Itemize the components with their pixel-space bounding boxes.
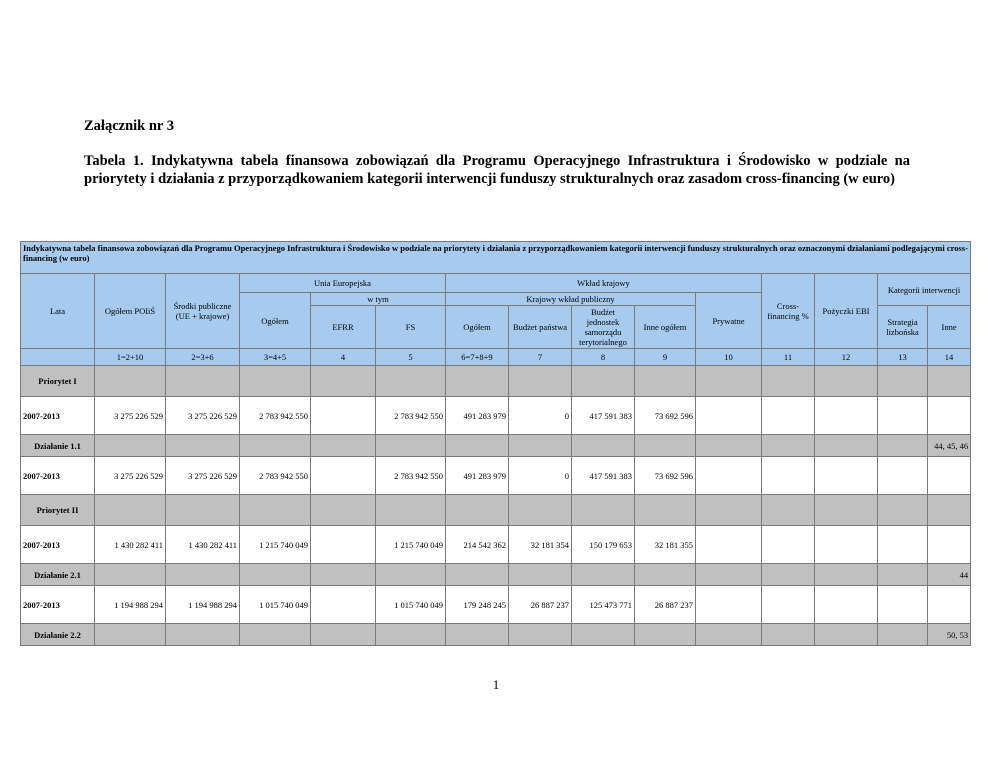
table-cell xyxy=(95,624,166,646)
annex-label: Załącznik nr 3 xyxy=(84,118,174,134)
table-cell xyxy=(815,495,878,526)
table-cell xyxy=(509,495,572,526)
table-cell: 2 783 942 550 xyxy=(376,397,446,435)
column-number: 12 xyxy=(815,349,878,366)
table-row xyxy=(21,586,971,624)
table-cell xyxy=(762,526,815,564)
table-cell: 1 015 740 049 xyxy=(376,586,446,624)
table-cell xyxy=(166,435,240,457)
table-cell: 1 194 988 294 xyxy=(95,586,166,624)
table-cell: 3 275 226 529 xyxy=(166,397,240,435)
header-prywatne: Prywatne xyxy=(696,293,762,349)
table-cell xyxy=(696,457,762,495)
table-cell xyxy=(376,624,446,646)
action-label: Działanie 2.2 xyxy=(21,624,95,646)
table-cell xyxy=(878,624,928,646)
table-cell: 2 783 942 550 xyxy=(240,397,311,435)
category-codes: 50, 53 xyxy=(928,624,971,646)
table-cell xyxy=(928,526,971,564)
table-cell xyxy=(696,435,762,457)
table-cell xyxy=(878,495,928,526)
table-cell: 491 283 979 xyxy=(446,457,509,495)
table-cell xyxy=(762,564,815,586)
table-cell xyxy=(878,526,928,564)
table-cell xyxy=(815,366,878,397)
table-cell xyxy=(311,366,376,397)
header-wklad-krajowy: Wkład krajowy xyxy=(446,274,762,293)
category-codes: 44, 45, 46 xyxy=(928,435,971,457)
table-cell xyxy=(762,586,815,624)
table-cell xyxy=(240,366,311,397)
table-cell: 150 179 653 xyxy=(572,526,635,564)
table-cell xyxy=(878,457,928,495)
action-row xyxy=(21,564,971,586)
table-cell xyxy=(928,397,971,435)
table-row xyxy=(21,457,971,495)
action-row xyxy=(21,435,971,457)
category-codes: 44 xyxy=(928,564,971,586)
table-cell xyxy=(815,586,878,624)
action-label: Działanie 2.1 xyxy=(21,564,95,586)
column-number: 13 xyxy=(878,349,928,366)
header-efrr: EFRR xyxy=(311,306,376,349)
table-cell xyxy=(815,435,878,457)
table-cell xyxy=(928,586,971,624)
table-cell xyxy=(166,624,240,646)
table-cell xyxy=(311,586,376,624)
header-unia-europejska: Unia Europejska xyxy=(240,274,446,293)
table-cell xyxy=(446,564,509,586)
column-number: 11 xyxy=(762,349,815,366)
table-cell: 179 248 245 xyxy=(446,586,509,624)
table-cell: 1 194 988 294 xyxy=(166,586,240,624)
table-cell xyxy=(762,457,815,495)
table-cell: 1 430 282 411 xyxy=(166,526,240,564)
table-caption: Indykatywna tabela finansowa zobowiązań dla Programu Operacyjnego Infrastruktura i Środowisko w podziale na priorytety i działania z przyporządkowaniem kategorii interwencji funduszy strukturalnych oraz oznaczonymi działaniami podlegającymi cross-financing (w euro) xyxy=(21,242,971,274)
column-number: 9 xyxy=(635,349,696,366)
column-number: 7 xyxy=(509,349,572,366)
table-cell xyxy=(509,435,572,457)
table-cell xyxy=(572,564,635,586)
table-cell: 1 215 740 049 xyxy=(376,526,446,564)
table-cell: 26 887 237 xyxy=(635,586,696,624)
table-cell: 0 xyxy=(509,457,572,495)
header-inne-ogolem: Inne ogółem xyxy=(635,306,696,349)
table-cell: 32 181 354 xyxy=(509,526,572,564)
table-cell xyxy=(815,526,878,564)
header-kr-ogolem: Ogółem xyxy=(446,306,509,349)
header-ogolem-poiis: Ogółem POIiŚ xyxy=(95,274,166,349)
table-cell xyxy=(762,366,815,397)
table-cell: 2 783 942 550 xyxy=(240,457,311,495)
priority-row xyxy=(21,495,971,526)
table-cell xyxy=(762,624,815,646)
table-cell xyxy=(509,624,572,646)
table-cell xyxy=(696,526,762,564)
table-cell xyxy=(311,526,376,564)
table-cell: 1 430 282 411 xyxy=(95,526,166,564)
table-cell xyxy=(572,435,635,457)
table-cell: 417 591 383 xyxy=(572,457,635,495)
year-label: 2007-2013 xyxy=(21,457,95,495)
table-cell xyxy=(311,564,376,586)
table-cell xyxy=(240,495,311,526)
table-cell xyxy=(446,624,509,646)
header-fs: FS xyxy=(376,306,446,349)
table-cell: 0 xyxy=(509,397,572,435)
table-cell xyxy=(446,495,509,526)
table-cell xyxy=(509,366,572,397)
table-cell xyxy=(635,495,696,526)
table-cell xyxy=(635,564,696,586)
table-cell: 26 887 237 xyxy=(509,586,572,624)
table-cell xyxy=(166,495,240,526)
table-cell xyxy=(878,397,928,435)
table-cell: 1 215 740 049 xyxy=(240,526,311,564)
document-title: Tabela 1. Indykatywna tabela finansowa zobowiązań dla Programu Operacyjnego Infrastruktura i Środowisko w podziale na priorytety i działania z przyporządkowaniem kategorii interwencji funduszy strukturalnych oraz zasadom cross-financing (w euro) xyxy=(84,153,910,187)
table-cell xyxy=(95,495,166,526)
table-cell xyxy=(95,564,166,586)
table-cell xyxy=(696,624,762,646)
header-ue-ogolem: Ogółem xyxy=(240,293,311,349)
table-cell xyxy=(815,624,878,646)
column-number: 4 xyxy=(311,349,376,366)
column-number: 10 xyxy=(696,349,762,366)
priority-label: Priorytet I xyxy=(21,366,95,397)
table-cell xyxy=(509,564,572,586)
header-cross-financing: Cross-financing % xyxy=(762,274,815,349)
table-cell: 73 692 596 xyxy=(635,397,696,435)
table-cell: 214 542 362 xyxy=(446,526,509,564)
header-w-tym: w tym xyxy=(311,293,446,306)
column-number: 14 xyxy=(928,349,971,366)
table-cell xyxy=(376,435,446,457)
table-cell xyxy=(311,435,376,457)
table-cell xyxy=(696,366,762,397)
year-label: 2007-2013 xyxy=(21,526,95,564)
header-budzet-panstwa: Budżet państwa xyxy=(509,306,572,349)
column-number-row xyxy=(21,349,971,366)
header-kategorie: Kategorii interwencji xyxy=(878,274,971,306)
table-cell xyxy=(446,366,509,397)
table-cell xyxy=(166,564,240,586)
table-cell xyxy=(376,495,446,526)
table-row xyxy=(21,397,971,435)
table-cell xyxy=(762,435,815,457)
table-cell xyxy=(878,366,928,397)
table-cell: 73 692 596 xyxy=(635,457,696,495)
table-cell xyxy=(878,564,928,586)
table-row xyxy=(21,526,971,564)
table-cell xyxy=(815,564,878,586)
table-cell xyxy=(311,495,376,526)
table-cell xyxy=(878,586,928,624)
table-cell xyxy=(240,564,311,586)
column-number: 3=4+5 xyxy=(240,349,311,366)
year-label: 2007-2013 xyxy=(21,586,95,624)
table-cell xyxy=(928,457,971,495)
table-cell: 3 275 226 529 xyxy=(166,457,240,495)
table-cell: 417 591 383 xyxy=(572,397,635,435)
table-cell xyxy=(635,624,696,646)
year-label: 2007-2013 xyxy=(21,397,95,435)
table-cell: 2 783 942 550 xyxy=(376,457,446,495)
table-cell xyxy=(928,495,971,526)
page-number: 1 xyxy=(492,677,500,692)
table-cell xyxy=(311,457,376,495)
action-label: Działanie 1.1 xyxy=(21,435,95,457)
table-cell xyxy=(376,564,446,586)
column-number: 1=2+10 xyxy=(95,349,166,366)
table-cell xyxy=(95,435,166,457)
table-cell xyxy=(815,457,878,495)
table-cell xyxy=(762,397,815,435)
table-cell: 3 275 226 529 xyxy=(95,397,166,435)
header-budzet-jst: Budżet jednostek samorządu terytorialnego xyxy=(572,306,635,349)
priority-row xyxy=(21,366,971,397)
header-pozyczki-ebi: Pożyczki EBI xyxy=(815,274,878,349)
table-cell xyxy=(446,435,509,457)
header-krajowy-publiczny: Krajowy wkład publiczny xyxy=(446,293,696,306)
table-cell xyxy=(376,366,446,397)
column-number: 5 xyxy=(376,349,446,366)
table-cell xyxy=(572,495,635,526)
financial-table xyxy=(20,241,971,646)
header-inne: Inne xyxy=(928,306,971,349)
header-lata: Lata xyxy=(21,274,95,349)
table-cell xyxy=(696,397,762,435)
table-cell xyxy=(95,366,166,397)
table-cell xyxy=(815,397,878,435)
table-cell xyxy=(878,435,928,457)
column-number: 8 xyxy=(572,349,635,366)
table-cell: 125 473 771 xyxy=(572,586,635,624)
column-number: 2=3+6 xyxy=(166,349,240,366)
table-cell: 32 181 355 xyxy=(635,526,696,564)
table-cell xyxy=(635,366,696,397)
column-number: 6=7+8+9 xyxy=(446,349,509,366)
table-cell xyxy=(696,564,762,586)
table-cell xyxy=(696,586,762,624)
table-cell xyxy=(311,397,376,435)
table-cell xyxy=(572,366,635,397)
table-cell xyxy=(166,366,240,397)
header-srodki-publiczne: Środki publiczne (UE + krajowe) xyxy=(166,274,240,349)
priority-label: Priorytet II xyxy=(21,495,95,526)
table-cell xyxy=(572,624,635,646)
table-cell: 3 275 226 529 xyxy=(95,457,166,495)
table-cell: 1 015 740 049 xyxy=(240,586,311,624)
header-strategia: Strategia lizbońska xyxy=(878,306,928,349)
table-cell xyxy=(635,435,696,457)
action-row xyxy=(21,624,971,646)
table-cell xyxy=(762,495,815,526)
table-cell: 491 283 979 xyxy=(446,397,509,435)
table-cell xyxy=(240,624,311,646)
column-number-empty xyxy=(21,349,95,366)
table-cell xyxy=(928,366,971,397)
table-cell xyxy=(240,435,311,457)
table-cell xyxy=(311,624,376,646)
table-cell xyxy=(696,495,762,526)
